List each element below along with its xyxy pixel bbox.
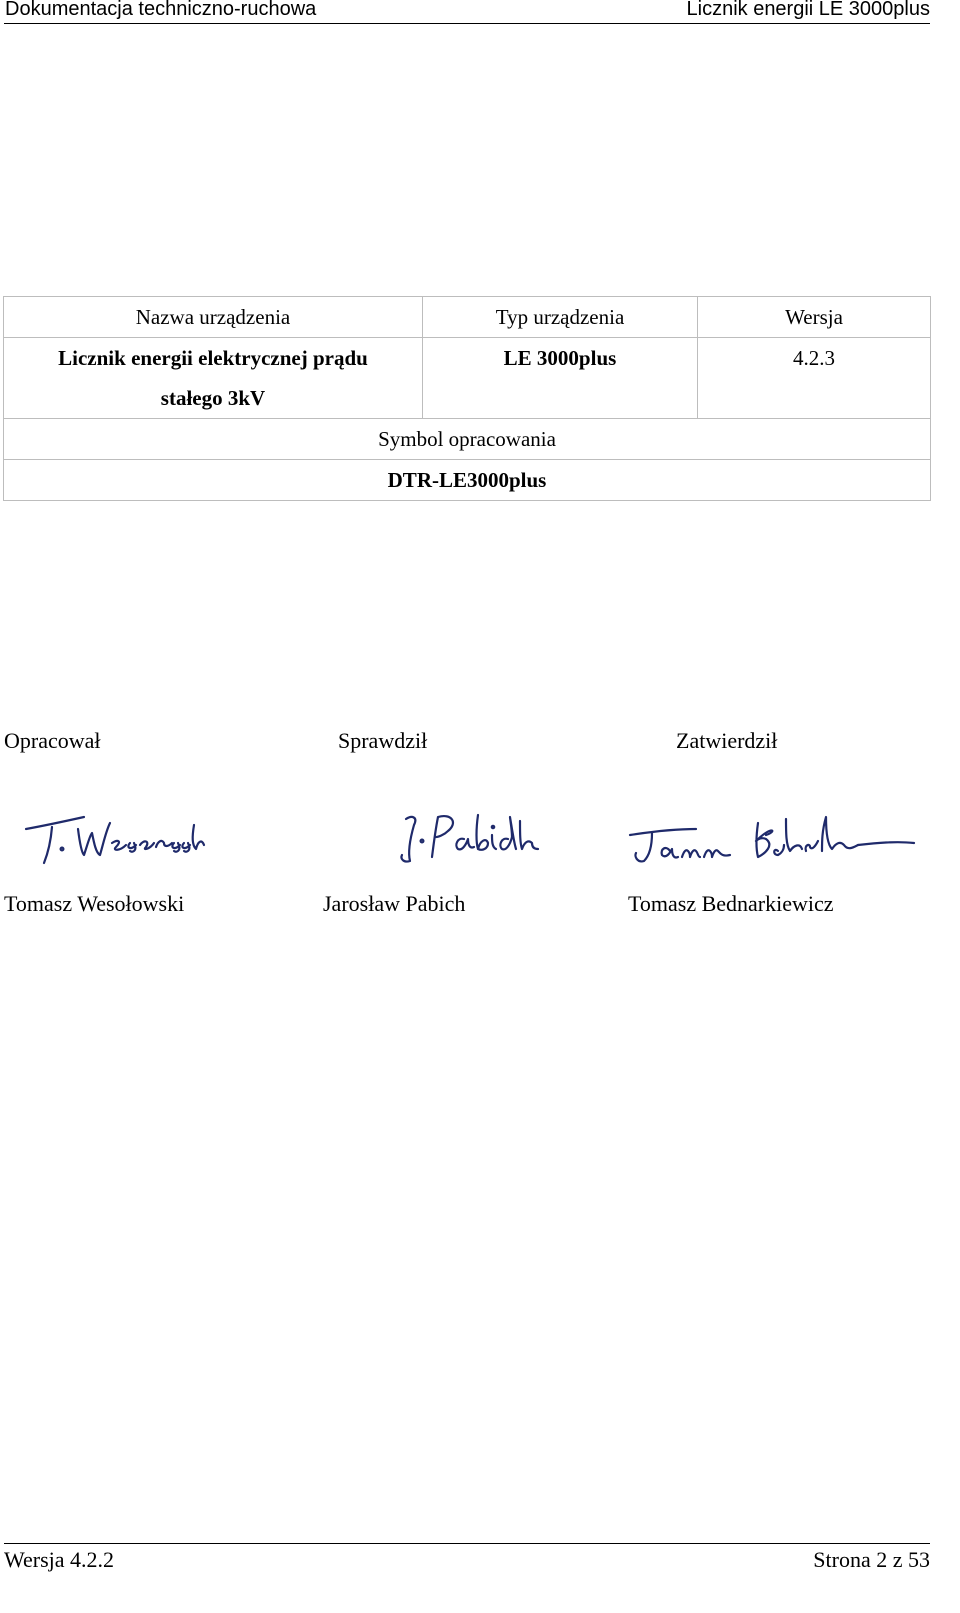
signature-wesolowski [18,795,208,875]
table-row [4,419,931,460]
table-row [4,297,931,338]
symbol-label: Symbol opracowania [4,419,931,460]
table-row [4,338,931,419]
symbol-value: DTR-LE3000plus [4,460,931,501]
role-prepared-by: Opracował [4,728,101,753]
header-document-type: Dokumentacja techniczno-ruchowa [5,0,317,20]
version-label: Wersja [698,297,931,338]
page-footer [4,1543,930,1588]
device-name-label: Nazwa urządzenia [4,297,423,338]
footer-page-number: Strona 2 z 53 [813,1547,930,1572]
device-info-table [3,296,931,501]
name-approved-by: Tomasz Bednarkiewicz [628,891,834,916]
footer-version: Wersja 4.2.2 [4,1547,115,1572]
table-row [4,460,931,501]
header-device-name: Licznik energii LE 3000plus [686,0,930,20]
device-name-line2: stałego 3kV [160,386,266,410]
page-header [4,0,930,24]
device-name-cell [4,338,423,419]
name-prepared-by: Tomasz Wesołowski [4,891,185,916]
role-checked-by: Sprawdził [338,728,428,753]
version-value: 4.2.3 [698,338,931,419]
role-approved-by: Zatwierdził [676,728,778,753]
name-checked-by: Jarosław Pabich [323,891,466,916]
device-type-value: LE 3000plus [423,338,698,419]
device-type-label: Typ urządzenia [423,297,698,338]
device-name-line1: Licznik energii elektrycznej prądu [58,346,368,370]
signature-bednarkiewicz [626,795,916,875]
signature-pabich [392,795,542,875]
